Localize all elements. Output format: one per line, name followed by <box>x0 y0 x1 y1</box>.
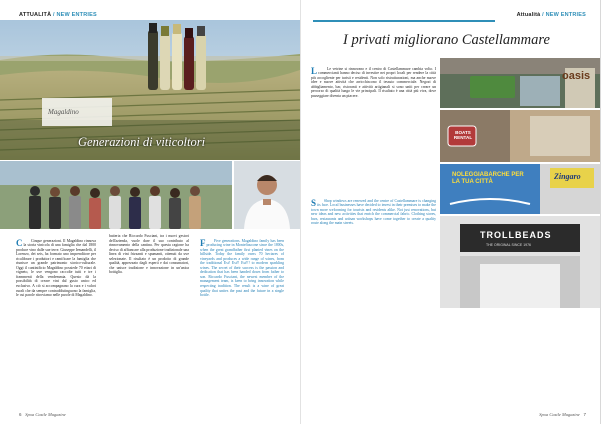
section-label: ATTUALITÀ <box>19 12 52 18</box>
article-title: I privati migliorano Castellammare <box>343 32 550 48</box>
section-header <box>517 12 586 18</box>
section-header <box>19 12 97 18</box>
body-text-en: S Shop windows are renewed and the centre of Castellammare is changing its face. Local businesses have decided to invest in their premises to make the town more welcoming for tourists and residents alike. Not just renovations, but new ideas and new activities that enrich the commercial fabric. Clothing stores, bars, restaurants and artisan workshops have come together to create a quality route along the main streets. <box>311 197 437 226</box>
left-page <box>0 0 300 424</box>
shop-tagline-sign: THE ORIGINAL SINCE 1976 <box>486 243 531 247</box>
zingaro-sign: Zingaro <box>554 172 581 181</box>
group-photo <box>0 161 232 229</box>
shop-brand-sign: TROLLBEADS <box>480 230 552 240</box>
wine-bottles <box>148 23 206 90</box>
section-label: Attualità <box>516 12 541 18</box>
boats-rental-photo <box>440 110 600 162</box>
bottle-label: Magaldino <box>48 108 79 116</box>
header-rule <box>313 20 495 22</box>
right-page <box>300 0 600 424</box>
portrait-photo <box>234 161 300 229</box>
noleggiabarche-sign: NOLEGGIABARCHE PER LA TUA CITTÀ <box>452 172 524 185</box>
footer <box>19 412 66 417</box>
body-text-en: F Five generations. Magaldino family has been producing wine in Montefiascone since the 1800s, when the great grandfather first planted vines on the hillside. Today the family owns 70 hectares of vineyards and produces a wide range of wines, from the traditional Est! Est!! Est!!! to modern sparkling wines. The secret of their success is the passion and dedication that has been handed down from father to son. Riccardo Fusciani, the newest member of the management team, is keen to bring innovation while respecting tradition. The result is a wine of great quality that unites the past and the future in a single bottle. <box>200 237 285 298</box>
page-number: 6 <box>19 412 22 417</box>
page-number: 7 <box>583 412 586 417</box>
section-sub: / NEW ENTRIES <box>542 12 586 18</box>
trollbeads-photo <box>440 216 600 308</box>
body-text-it-col2: batteria che Riccardo Fusciani, tra i nuovi gestori dell'azienda, vuole dare il suo contributo al rinnovamento della cantina. Per questa ragione ha deciso di affiancare alla produzione tradizionale una linea di vini frizzanti e spumanti, ottenuti da uve selezionate. Il risultato è un prodotto di grande qualità, apprezzato dagli esperti e dai consumatori, che unisce tradizione e innovazione in un'unica bottiglia. <box>109 234 190 275</box>
body-text-it: L Le vetrine si rinnovano e il centro di Castellammare cambia volto. I commercianti hanno deciso di investire nei propri locali per rendere la città più accogliente per turisti e residenti. Non solo ristrutturazioni, ma anche nuove idee e nuove attività che arricchiscono il tessuto commerciale. Negozi di abbigliamento, bar, ristoranti e attività artigianali si sono uniti per creare un percorso di qualità lungo le vie principali. Il risultato è una città più viva, dove passeggiare diventa un piacere. <box>311 65 437 98</box>
oasis-shop-photo <box>440 58 600 108</box>
magazine-name: Spoa Castle Magazine <box>539 412 580 417</box>
section-sub: / NEW ENTRIES <box>52 12 97 18</box>
body-text-it-col1: C Cinque generazioni. Il Magaldino rinnova la storia vinicola di una famiglia che dal 1800 produce vino dalle sue terre. Giuseppe Iemandelli, il Lorenzo, dei seis, ha formato uno imprenditore per ricalibrare i produttori e ramificare la famiglia che riunisce un grande patrimonio storico-culturale. Oggi il cantinificio Magaldino possiede 70 ettari di vigneto, le uve vengono raccolte tutti e tre i frammenti della vendemmia. Questo dà la possibilità di creare vini dal gusto unico ed esclusivo. A ciò si accompagnano la cura e i valori rurali che da sempre contraddistinguono la famiglia, le cui parole ritroviamo nelle parole di Magaldino. <box>16 237 97 298</box>
footer <box>539 412 586 417</box>
boats-rental-sign: BOATS RENTAL <box>453 130 473 140</box>
hero-photo <box>0 20 300 160</box>
oasis-sign: oasis <box>562 70 591 82</box>
magazine-name: Spoa Castle Magazine <box>25 412 66 417</box>
noleggiabarche-photo <box>440 164 600 214</box>
hero-title: Generazioni di viticoltori <box>78 135 206 149</box>
